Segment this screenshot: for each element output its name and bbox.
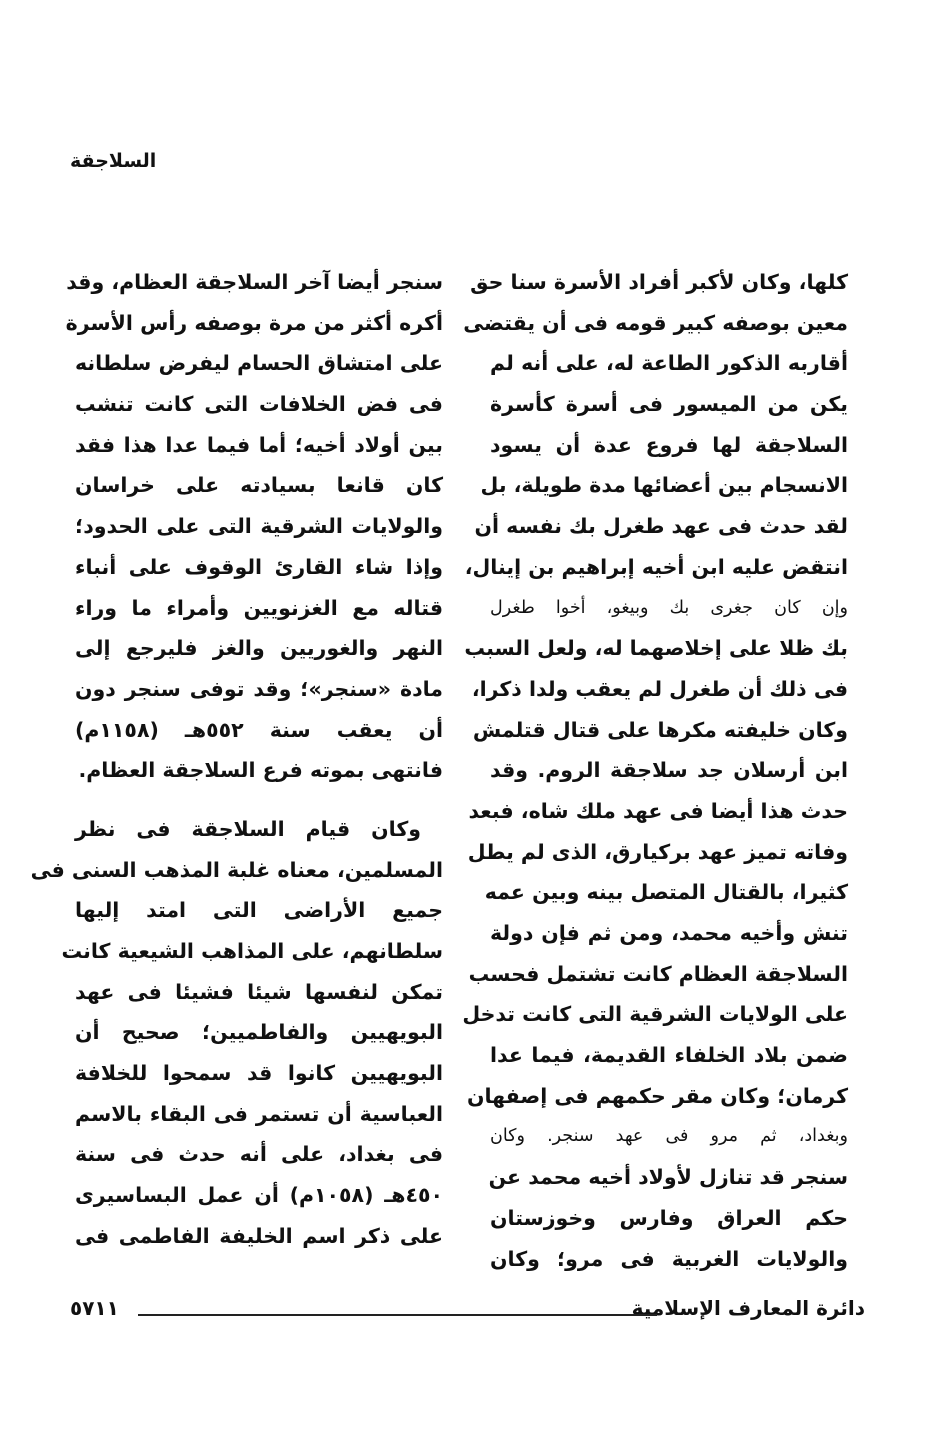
text-line: المسلمين، معناه غلبة المذهب السنى فى xyxy=(30,857,443,882)
text-line: كان قانعا بسيادته على خراسان xyxy=(75,473,443,498)
text-line: معين بوصفه كبير قومه فى أن يقتضى xyxy=(463,310,848,335)
text-line: سنجر قد تنازل لأولاد أخيه محمد عن xyxy=(488,1165,848,1190)
right-column xyxy=(462,262,848,1279)
footer-rule xyxy=(138,1314,657,1316)
text-line: تنش وأخيه محمد، ومن ثم فإن دولة xyxy=(490,921,848,945)
text-line: فى بغداد، على أنه حدث فى سنة xyxy=(75,1142,443,1167)
paragraph-gap xyxy=(75,791,443,809)
text-line: فى فض الخلافات التى كانت تنشب xyxy=(75,392,443,417)
left-column xyxy=(30,262,443,1257)
text-line: كثيرا، بالقتال المتصل بينه وبين عمه xyxy=(484,880,848,905)
text-line: حكم العراق وفارس وخوزستان xyxy=(490,1205,848,1230)
text-line: بين أولاد أخيه؛ أما فيما عدا هذا فقد xyxy=(75,432,443,457)
text-line: والولايات الشرقية التى على الحدود؛ xyxy=(75,514,443,539)
text-line: وفاته تميز عهد بركيارق، الذى لم يطل xyxy=(467,839,848,864)
text-line: البويهيين كانوا قد سمحوا للخلافة xyxy=(75,1061,443,1086)
text-line: ضمن بلاد الخلفاء القديمة، فيما عدا xyxy=(490,1043,848,1068)
text-line: فانتهى بموته فرع السلاجقة العظام. xyxy=(78,758,443,783)
text-line: وكان قيام السلاجقة فى نظر xyxy=(75,816,421,841)
text-line: السلاجقة لها فروع عدة أن يسود xyxy=(490,432,848,457)
text-line: والولايات الغربية فى مرو؛ وكان xyxy=(490,1246,848,1271)
text-line: لقد حدث فى عهد طغرل بك نفسه أن xyxy=(474,514,848,539)
text-line: وبغداد، ثم مرو فى عهد سنجر. وكان xyxy=(490,1126,848,1147)
text-line: أكره أكثر من مرة بوصفه رأس الأسرة xyxy=(65,310,443,335)
text-line: أقاربه الذكور الطاعة له، على أنه لم xyxy=(490,351,848,376)
page-number: ٥٧١١ xyxy=(70,1296,119,1320)
text-line: أن يعقب سنة ٥٥٢هـ (١١٥٨م) xyxy=(75,717,443,742)
text-line: السلاجقة العظام كانت تشتمل فحسب xyxy=(468,961,848,986)
text-line: انتقض عليه ابن أخيه إبراهيم بن إينال، xyxy=(464,554,848,579)
text-line: بك ظلا على إخلاصهما له، ولعل السبب xyxy=(464,636,848,661)
text-line: البويهيين والفاطميين؛ صحيح أن xyxy=(75,1020,443,1045)
text-line: جميع الأراضى التى امتد إليها xyxy=(75,898,443,923)
text-line: على الولايات الشرقية التى كانت تدخل xyxy=(462,1002,848,1027)
text-line: النهر والغوريين والغز فليرجع إلى xyxy=(75,636,443,661)
text-line: وإذا شاء القارئ الوقوف على أنباء xyxy=(75,554,443,579)
text-line: تمكن لنفسها شيئا فشيئا فى عهد xyxy=(75,979,443,1004)
text-line: على امتشاق الحسام ليفرض سلطانه xyxy=(75,351,443,376)
text-line: ٤٥٠هـ (١٠٥٨م) أن عمل البساسيرى xyxy=(75,1183,443,1208)
footer-title: دائرة المعارف الإسلامية xyxy=(631,1296,865,1320)
text-line: على ذكر اسم الخليفة الفاطمى فى xyxy=(75,1223,443,1248)
text-line: حدث هذا أيضا فى عهد ملك شاه، فبعد xyxy=(468,798,848,823)
text-line: سنجر أيضا آخر السلاجقة العظام، وقد xyxy=(66,270,443,294)
text-line: كرمان؛ وكان مقر حكمهم فى إصفهان xyxy=(466,1083,848,1108)
page-footer xyxy=(70,1292,865,1332)
text-line: وكان خليفته مكرها على قتال قتلمش xyxy=(472,717,848,742)
text-line: مادة «سنجر»؛ وقد توفى سنجر دون xyxy=(75,676,443,701)
text-line: الانسجام بين أعضائها مدة طويلة، بل xyxy=(480,473,848,498)
running-header: السلاجقة xyxy=(70,150,157,172)
text-line: يكن من الميسور فى أسرة كأسرة xyxy=(490,392,848,417)
text-line: فى ذلك أن طغرل لم يعقب ولدا ذكرا، xyxy=(471,676,848,701)
text-line: وإن كان جغرى بك وبيغو، أخوا طغرل xyxy=(490,597,848,618)
text-line: ابن أرسلان جد سلاجقة الروم. وقد xyxy=(490,758,848,783)
text-line: قتاله مع الغزنويين وأمراء ما وراء xyxy=(75,595,443,620)
text-line: سلطانهم، على المذاهب الشيعية كانت xyxy=(61,939,443,963)
text-line: العباسية أن تستمر فى البقاء بالاسم xyxy=(75,1101,443,1126)
text-line: كلها، وكان لأكبر أفراد الأسرة سنا حق xyxy=(470,270,848,294)
